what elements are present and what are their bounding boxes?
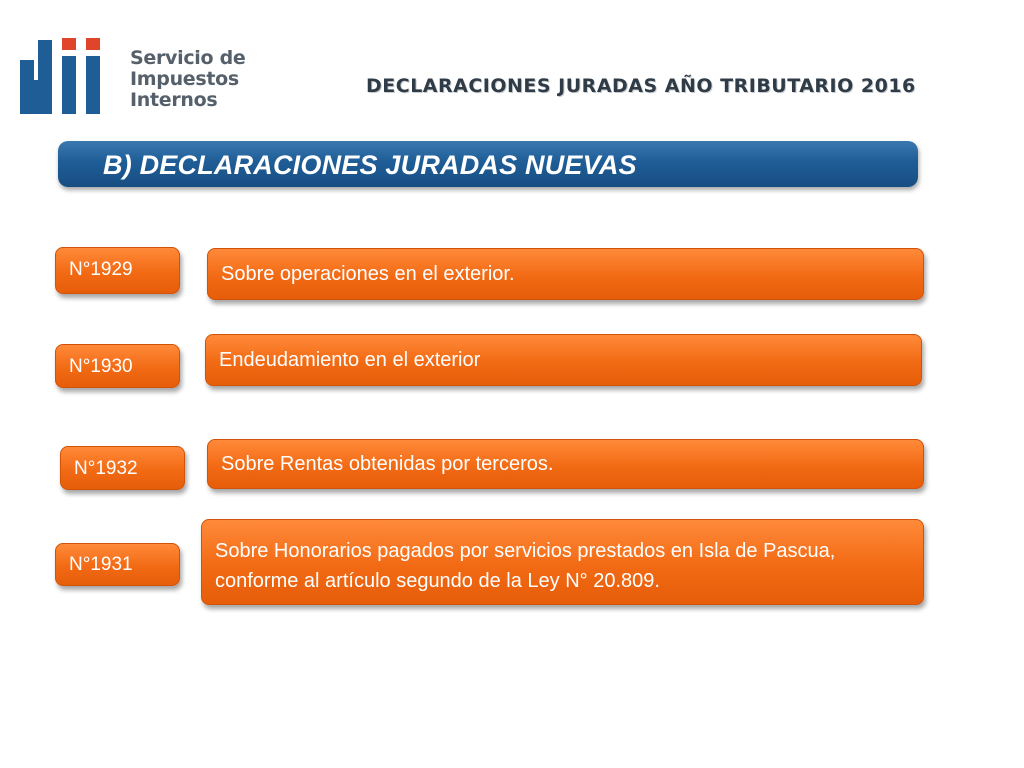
section-title: B) DECLARACIONES JURADAS NUEVAS <box>103 150 637 180</box>
form-number-1929: N°1929 <box>55 247 180 294</box>
form-number-1931: N°1931 <box>55 543 180 586</box>
logo-text <box>130 48 245 111</box>
form-description-1932: Sobre Rentas obtenidas por terceros. <box>207 439 924 489</box>
form-description-1930: Endeudamiento en el exterior <box>205 334 922 386</box>
sii-logo-icon <box>18 32 128 122</box>
form-description-1929: Sobre operaciones en el exterior. <box>207 248 924 300</box>
section-banner <box>58 141 918 187</box>
document-title: DECLARACIONES JURADAS AÑO TRIBUTARIO 2016 <box>366 75 916 97</box>
logo-line-3: Internos <box>130 89 218 111</box>
form-number-1930: N°1930 <box>55 344 180 388</box>
logo-line-1: Servicio de <box>130 47 246 69</box>
form-number-1932: N°1932 <box>60 446 185 490</box>
sii-logo <box>18 32 248 122</box>
form-description-1931: Sobre Honorarios pagados por servicios prestados en Isla de Pascua, conforme al artículo segundo de la Ley N° 20.809. <box>201 519 924 605</box>
logo-line-2: Impuestos <box>130 68 239 90</box>
